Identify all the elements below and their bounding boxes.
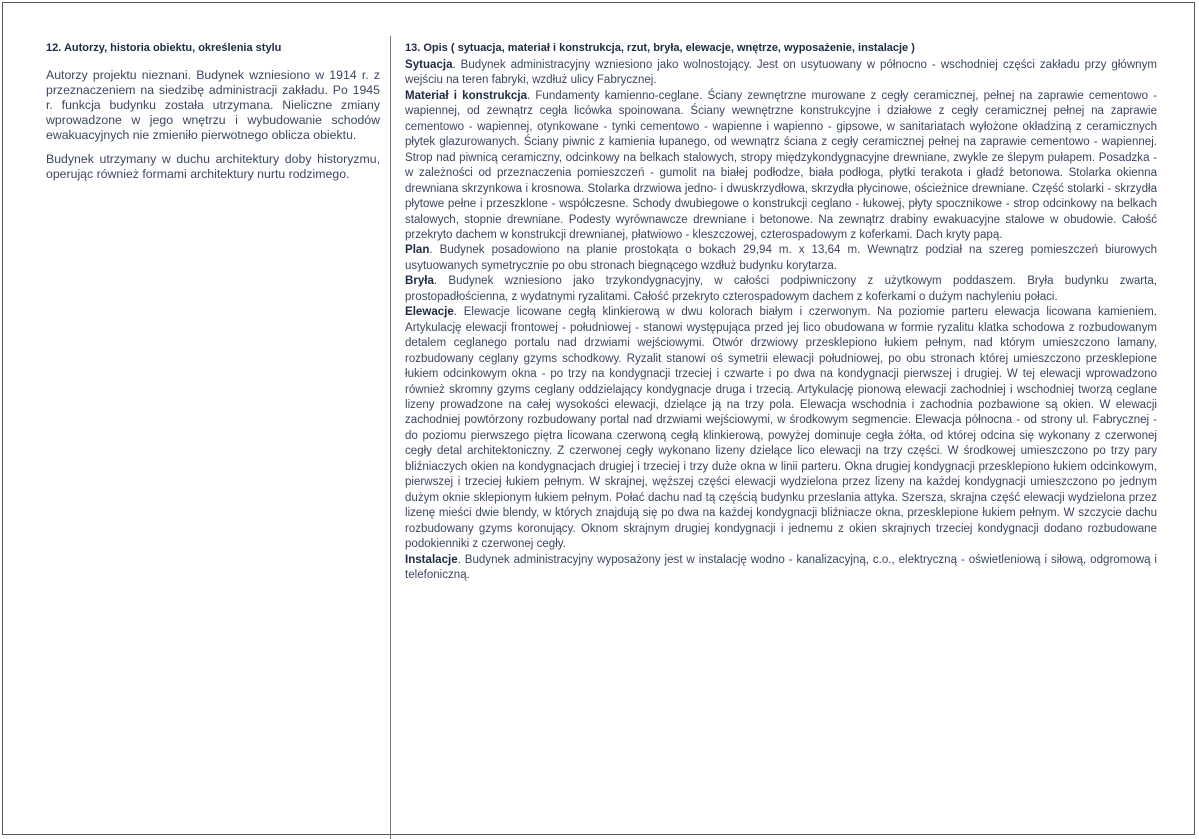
- description-bryla: [405, 274, 1157, 305]
- description-plan: [405, 243, 1157, 274]
- text-instalacje: . Budynek administracyjny wyposażony jest w instalację wodno - kanalizacyjną, c.o., elektryczną - oświetleniową i siłową, odgromową i telefoniczną.: [405, 553, 1157, 581]
- column-divider: [390, 36, 391, 839]
- style-paragraph: Budynek utrzymany w duchu architektury doby historyzmu, operując również formami architektury nurtu rodzimego.: [46, 152, 380, 181]
- label-instalacje: Instalacje: [405, 553, 458, 566]
- description-material: [405, 89, 1157, 244]
- label-material: Materiał i konstrukcja: [405, 89, 527, 102]
- label-elewacje: Elewacje: [405, 306, 454, 319]
- description-sytuacja: [405, 58, 1157, 89]
- text-material: . Fundamenty kamienno-ceglane. Ściany zewnętrzne murowane z cegły ceramicznej, pełnej na zaprawie cementowo - wapiennej, od zewnątrz cegła licówka spoinowana. Ściany wewnętrzne konstrukcyjne i działowe z cegły ceramicznej pełnej na zaprawie cementowo - wapiennej, otynkowane - tynki cementowo - wapienne i wapienno - gipsowe, w sanitariatach wyłożone okładziną z ceramicznych płytek glazurowanych. Ściany piwnic z kamienia łupanego, od wewnątrz ściana z cegły ceramicznej pełnej na zaprawie cementowo - wapiennej. Strop nad piwnicą ceramiczny, odcinkowy na belkach stalowych, stropy międzykondygnacyjne drewniane, zwykle ze ślepym pułapem. Posadzka - w zależności od przeznaczenia pomieszczeń - gumolit na białej podłodze, biała podłoga, płytki terakota i gładź betonowa. Stolarka okienna drewniana skrzynkowa i krosnowa. Stolarka drzwiowa jedno- i dwuskrzydłowa, skrzydła płycinowe, ościeżnice drewniane. Część stolarki - skrzydła płytowe pełne i przeszklone - współczesne. Schody dwubiegowe o konstrukcji ceglano - łukowej, płyty spocznikowe - strop odcinkowy na belkach stalowych, stopnie drewniane. Podesty wyrównawcze drewniane i betonowe. Na zewnątrz drabiny ewakuacyjne stalowe w obudowie. Całość przekryto dachem w konstrukcji drewnianej, płatwiowo - kleszczowej, czterospadowym z koferkami. Dach kryty papą.: [405, 89, 1157, 241]
- text-bryla: . Budynek wzniesiono jako trzykondygnacyjny, w całości podpiwniczony z użytkowym poddaszem. Bryła budynku zwarta, prostopadłościenna, z wydatnymi ryzalitami. Całość przekryto czterospadowym dachem z koferkami o dużym nachyleniu połaci.: [405, 275, 1157, 303]
- right-column: [405, 42, 1157, 583]
- text-plan: . Budynek posadowiono na planie prostokąta o bokach 29,94 m. x 13,64 m. Wewnątrz podział na szereg pomieszczeń biurowych usytuowanych symetrycznie po obu stronach biegnącego wzdłuż budynku korytarza.: [405, 244, 1157, 272]
- description-elewacje: [405, 305, 1157, 552]
- left-column: [46, 42, 380, 191]
- label-sytuacja: Sytuacja: [405, 59, 453, 71]
- text-elewacje: . Elewacje licowane cegłą klinkierową w dwu kolorach białym i czerwonym. Na poziomie parteru elewacja licowana kamieniem. Artykulację elewacji frontowej - południowej - stanowi występująca przed jej lico obudowana w formie ryzalitu klatka schodowa z rozbudowanym detalem ceglanego portalu nad drzwiami wejściowymi. Otwór drzwiowy przesklepiono łukiem pełnym, nad którym umieszczono lamany, rozbudowany ceglany gzyms schodkowy. Ryzalit stanowi oś symetrii elewacji południowej, po obu stronach której umieszczono przesklepione łukiem odcinkowym okna - po trzy na kondygnacji trzeciej i czwarte i po dwa na kondygnacji pierwszej i drugiej. W tej elewacji wprowadzono również skromny gzyms ceglany oddzielający kondygnacje druga i trzecią. Artykulację pionową elewacji zachodniej i wschodniej tworzą ceglane lizeny prowadzone na całej wysokości elewacji, dzielące ją na trzy pola. Elewacja wschodnia i zachodnia pozbawione są okien. W elewacji zachodniej powtórzony rozbudowany portal nad drzwiami wejściowymi, w środkowym segmencie. Elewacja północna - od strony ul. Fabrycznej - do poziomu pierwszego piętra licowana czerwoną cegłą klinkierową, powyżej dominuje cegła żółta, od której odcina się wykonany z czerwonej cegły detal architektoniczny. Z czerwonej cegły wykonano lizeny dzielące lico elewacji na trzy części. W środkowej umieszczono po trzy pary bliźniaczych okien na kondygnacjach drugiej i trzeciej i trzy duże okna w linii parteru. Okna drugiej kondygnacji przesklepiono łukiem odcinkowym, pierwszej i trzeciej łukiem pełnym. W skrajnej, węższej części elewacji wydzielona przez lizeny na każdej kondygnacji umieszczono po jednym dużym oknie sklepionym łukiem pełnym. Połać dachu nad tą częścią budynku przeslania attyka. Szersza, skrajna część elewacji wydzielona przez lizenę mieści dwie blendy, w których znajdują się po dwa na każdej kondygnacji bliźniacze okna, przesklepione łukiem pełnym. W szczycie dachu rozbudowany gzyms koronujący. Oknom skrajnym drugiej kondygnacji i jednemu z okien skrajnych trzeciej kondygnacji dodano rozbudowane podokienniki z czerwonej cegły.: [405, 306, 1157, 551]
- section-13-heading: 13. Opis ( sytuacja, materiał i konstrukcja, rzut, bryła, elewacje, wnętrze, wyposażenie, instalacje ): [405, 42, 915, 54]
- label-bryla: Bryła: [405, 275, 434, 288]
- description-instalacje: [405, 553, 1157, 584]
- text-sytuacja: . Budynek administracyjny wzniesiono jako wolnostojący. Jest on usytuowany w północno - wschodniej części zakładu przy głównym wejściu na teren fabryki, wzdłuż ulicy Fabrycznej.: [405, 59, 1157, 87]
- history-paragraph: Autorzy projektu nieznani. Budynek wzniesiono w 1914 r. z przeznaczeniem na siedzibę administracji zakładu. Po 1945 r. funkcja budynku została utrzymana. Nieliczne zmiany wprowadzone w jego wnętrzu i wybudowanie schodów ewakuacyjnych nie zmieniło pierwotnego oblicza obiektu.: [46, 68, 380, 142]
- section-12-heading: 12. Autorzy, historia obiektu, określenia stylu: [46, 42, 282, 54]
- label-plan: Plan: [405, 244, 430, 257]
